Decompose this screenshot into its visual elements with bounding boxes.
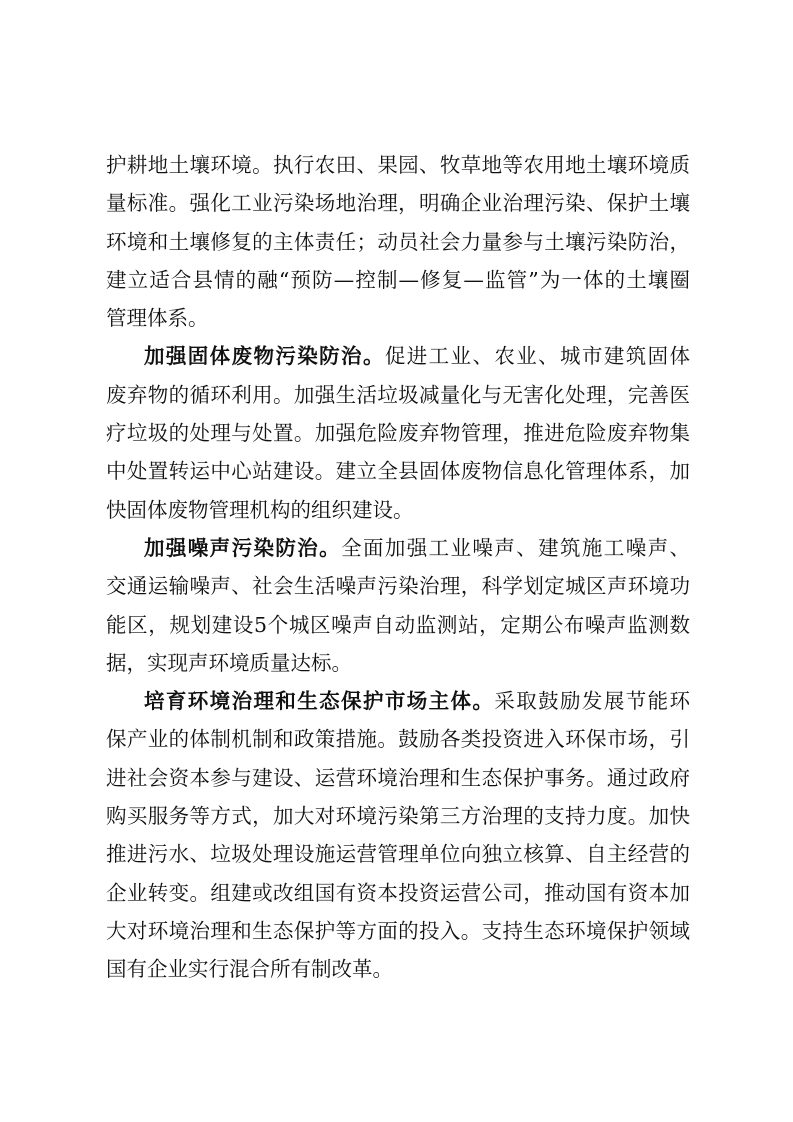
text-line: 环境和土壤修复的主体责任；动员社会力量参与土壤污染防治， (106, 229, 690, 254)
text-line: 护耕地土壤环境。执行农田、果园、牧草地等农用地土壤环境质 (106, 153, 690, 177)
text-line: 管理体系。 (106, 306, 209, 331)
paragraph-market-entities (106, 682, 690, 988)
text-line: 量标准。强化工业污染场地治理，明确企业治理污染、保护土壤 (106, 191, 690, 216)
text-span: 全面加强工业噪声、建筑施工噪声、 (341, 535, 690, 560)
text-line: 快固体废物管理机构的组织建设。 (106, 497, 414, 522)
text-line: 国有企业实行混合所有制改革。 (106, 957, 393, 982)
text-line: 企业转变。组建或改组国有资本投资运营公司，推动国有资本加 (106, 880, 690, 905)
text-line (106, 529, 690, 567)
text-line: 保产业的体制机制和政策措施。鼓励各类投资进入环保市场，引 (106, 727, 690, 752)
document-page (106, 146, 690, 989)
paragraph-heading: 培育环境治理和生态保护市场主体。 (144, 689, 495, 714)
paragraph-heading: 加强固体废物污染防治。 (144, 344, 385, 369)
text-line: 建立适合县情的融“预防—控制—修复—监管”为一体的土壤圈 (106, 267, 690, 292)
text-line: 交通运输噪声、社会生活噪声污染治理，科学划定城区声环境功 (106, 574, 690, 599)
text-line: 大对环境治理和生态保护等方面的投入。支持生态环境保护领域 (106, 918, 690, 943)
text-line: 进社会资本参与建设、运营环境治理和生态保护事务。通过政府 (106, 765, 690, 790)
text-line (106, 682, 690, 720)
text-line: 推进污水、垃圾处理设施运营管理单位向独立核算、自主经营的 (106, 842, 690, 867)
paragraph-soil-management (106, 146, 690, 337)
text-line: 中处置转运中心站建设。建立全县固体废物信息化管理体系，加 (106, 459, 690, 484)
paragraph-heading: 加强噪声污染防治。 (144, 535, 342, 560)
text-line: 疗垃圾的处理与处置。加强危险废弃物管理，推进危险废弃物集 (106, 421, 690, 446)
paragraph-solid-waste (106, 337, 690, 528)
text-line: 据，实现声环境质量达标。 (106, 650, 352, 675)
text-line: 废弃物的循环利用。加强生活垃圾减量化与无害化处理，完善医 (106, 382, 690, 407)
text-line: 能区，规划建设5个城区噪声自动监测站，定期公布噪声监测数 (106, 612, 690, 637)
paragraph-noise-pollution (106, 529, 690, 682)
text-span: 采取鼓励发展节能环 (494, 689, 691, 714)
text-span: 促进工业、农业、城市建筑固体 (384, 344, 691, 369)
text-line (106, 337, 690, 375)
text-line: 购买服务等方式，加大对环境污染第三方治理的支持力度。加快 (106, 804, 690, 829)
